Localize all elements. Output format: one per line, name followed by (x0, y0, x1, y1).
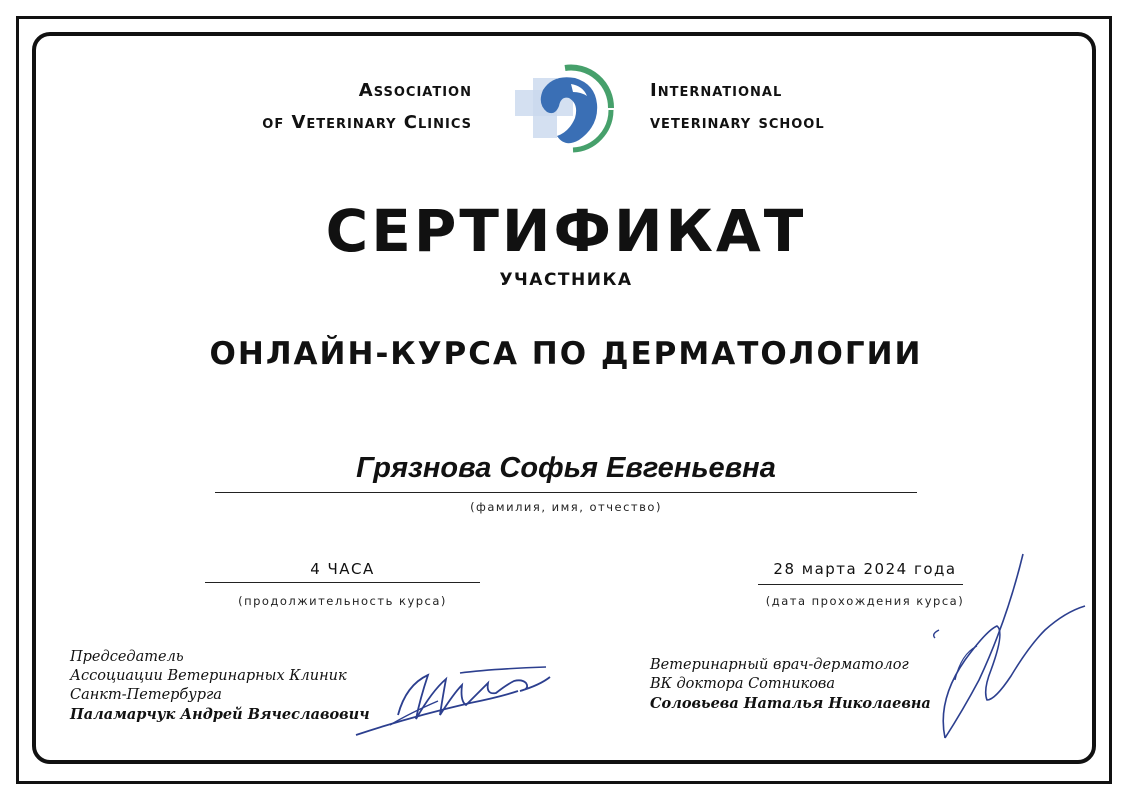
association-logo-icon (513, 60, 617, 156)
date-caption: (дата прохождения курса) (765, 594, 965, 608)
duration-underline (205, 582, 480, 583)
date-value: 28 марта 2024 года (773, 560, 957, 578)
name-caption: (фамилия, имя, отчество) (470, 500, 662, 514)
name-underline (215, 492, 917, 493)
left-signatory (70, 648, 370, 724)
left-signatory-name: Паламарчук Андрей Вячеславович (70, 706, 370, 723)
left-signatory-title2: Ассоциации Ветеринарных Клиник (70, 668, 347, 684)
duration-caption: (продолжительность курса) (238, 594, 447, 608)
right-org-line1: International (650, 80, 783, 101)
left-org-line1: Association (358, 80, 472, 101)
left-signature-icon (350, 655, 560, 745)
right-signatory-title1: Ветеринарный врач-дерматолог (650, 657, 909, 673)
duration-value: 4 ЧАСА (310, 560, 375, 578)
left-signatory-title3: Санкт-Петербурга (70, 687, 222, 703)
right-signature-icon (925, 550, 1100, 750)
right-org-line2: veterinary school (650, 112, 825, 133)
right-signatory (650, 656, 931, 713)
left-org-line2: of Veterinary Clinics (262, 112, 472, 133)
right-signatory-name: Соловьева Наталья Николаевна (650, 695, 931, 712)
course-name: ОНЛАЙН-КУРСА ПО ДЕРМАТОЛОГИИ (209, 336, 923, 372)
recipient-name: Грязнова Софья Евгеньевна (356, 452, 776, 484)
right-signatory-title2: ВК доктора Сотникова (650, 676, 836, 692)
certificate-subtitle: УЧАСТНИКА (499, 270, 633, 290)
left-signatory-title1: Председатель (70, 649, 184, 665)
certificate-title: СЕРТИФИКАТ (325, 197, 807, 265)
